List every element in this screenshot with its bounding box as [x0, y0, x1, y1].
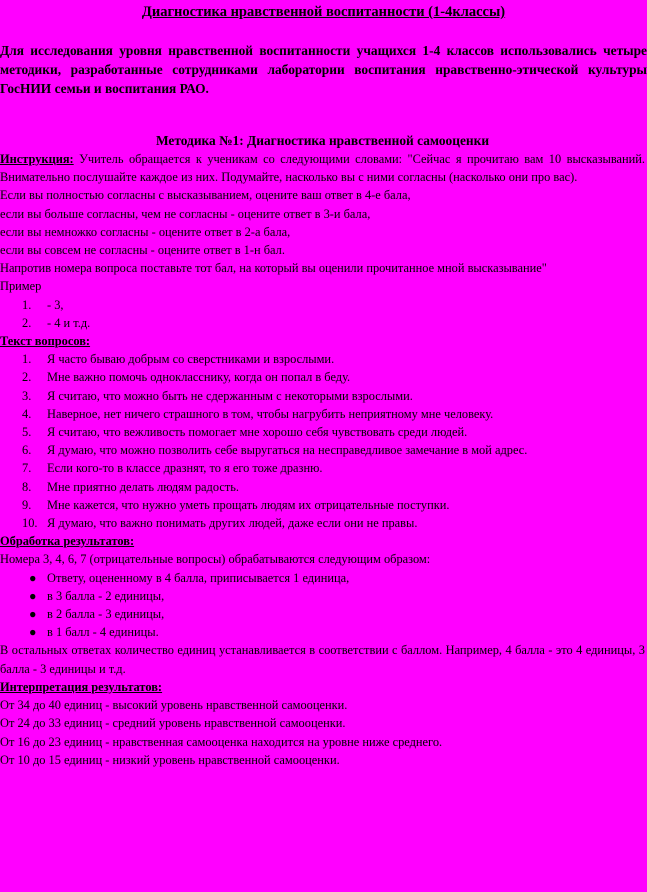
method-title: Методика №1: Диагностика нравственной самооценки — [155, 133, 490, 148]
interpretation-line: От 34 до 40 единиц - высокий уровень нравственной самооценки. — [0, 698, 348, 713]
list-item: ● в 2 балла - 3 единицы, — [0, 605, 645, 623]
example-list — [0, 296, 645, 332]
question-item: 5. Я считаю, что вежливость помогает мне хорошо себя чувствовать среди людей. — [22, 425, 468, 440]
interpretation-line: От 16 до 23 единиц - нравственная самооценка находится на уровне ниже среднего. — [0, 734, 443, 749]
method-section — [0, 132, 645, 769]
example-label: Пример — [0, 279, 42, 294]
document-title: Диагностика нравственной воспитанности (1-4классы) — [141, 4, 506, 20]
interpretation-line: От 10 до 15 единиц - низкий уровень нравственной самооценки. — [0, 752, 340, 767]
processing-list — [0, 569, 645, 642]
question-item: 6. Я думаю, что можно позволить себе выругаться на несправедливое замечание в мой адрес. — [22, 443, 528, 458]
questions-list — [0, 350, 645, 532]
list-item: ● Ответу, оцененному в 4 балла, приписывается 1 единица, — [0, 569, 645, 587]
question-item: 8. Мне приятно делать людям радость. — [22, 479, 239, 494]
instruction-text: Учитель обращается к ученикам со следующими словами: "Сейчас я прочитаю вам 10 высказываний. Внимательно послушайте каждое из них. Подумайте, насколько вы с ними согласны (насколько они про вас). — [0, 152, 645, 185]
processing-text: Номера 3, 4, 6, 7 (отрицательные вопросы) обрабатываются следующим образом: — [0, 552, 431, 567]
question-item: 2. Мне важно помочь однокласснику, когда он попал в беду. — [22, 370, 351, 385]
bullet-icon: ● — [29, 588, 37, 603]
question-item: 10. Я думаю, что важно понимать других людей, даже если они не правы. — [22, 516, 418, 531]
question-item: 4. Наверное, нет ничего страшного в том, чтобы нагрубить неприятному мне человеку. — [22, 406, 494, 421]
question-item: 9. Мне кажется, что нужно уметь прощать людям их отрицательные поступки. — [22, 497, 450, 512]
instruction-label: Инструкция: — [0, 152, 74, 166]
bullet-icon: ● — [29, 607, 37, 622]
question-item: 3. Я считаю, что можно быть не сдержанным с некоторыми взрослыми. — [22, 388, 413, 403]
intro-paragraph: Для исследования уровня нравственной воспитанности учащихся 1-4 классов использовались четыре методики, разработанные сотрудниками лаборатории воспитания нравственно-этической культуры ГосНИИ семьи и воспитания РАО. — [0, 43, 647, 96]
question-item: 7. Если кого-то в классе дразнят, то я его тоже дразню. — [22, 461, 323, 476]
processing-heading: Обработка результатов: — [0, 534, 135, 549]
processing-after: В остальных ответах количество единиц устанавливается в соответствии с баллом. Например, 4 балла - это 4 единицы, 3 балла - 3 единицы и т.д. — [0, 643, 645, 676]
rule-line: если вы совсем не согласны - оцените ответ в 1-н бал. — [0, 243, 285, 258]
interpretation-heading: Интерпретация результатов: — [0, 679, 163, 694]
questions-heading: Текст вопросов: — [0, 334, 91, 349]
list-item: 2. - 4 и т.д. — [22, 315, 91, 330]
list-item: ● в 1 балл - 4 единицы. — [0, 623, 645, 641]
question-item: 1. Я часто бываю добрым со сверстниками и взрослыми. — [22, 352, 335, 367]
list-item: ● в 3 балла - 2 единицы, — [0, 587, 645, 605]
rule-line: Напротив номера вопроса поставьте тот бал, на который вы оценили прочитанное мной высказывание" — [0, 261, 547, 276]
rule-line: Если вы полностью согласны с высказыванием, оцените ваш ответ в 4-е бала, — [0, 188, 411, 203]
list-item: 1. - 3, — [22, 297, 64, 312]
interpretation-line: От 24 до 33 единиц - средний уровень нравственной самооценки. — [0, 716, 346, 731]
bullet-icon: ● — [29, 570, 37, 585]
instruction-paragraph — [0, 150, 645, 186]
rule-line: если вы больше согласны, чем не согласны - оцените ответ в 3-и бала, — [0, 206, 371, 221]
rule-line: если вы немножко согласны - оцените ответ в 2-а бала, — [0, 224, 291, 239]
bullet-icon: ● — [29, 625, 37, 640]
